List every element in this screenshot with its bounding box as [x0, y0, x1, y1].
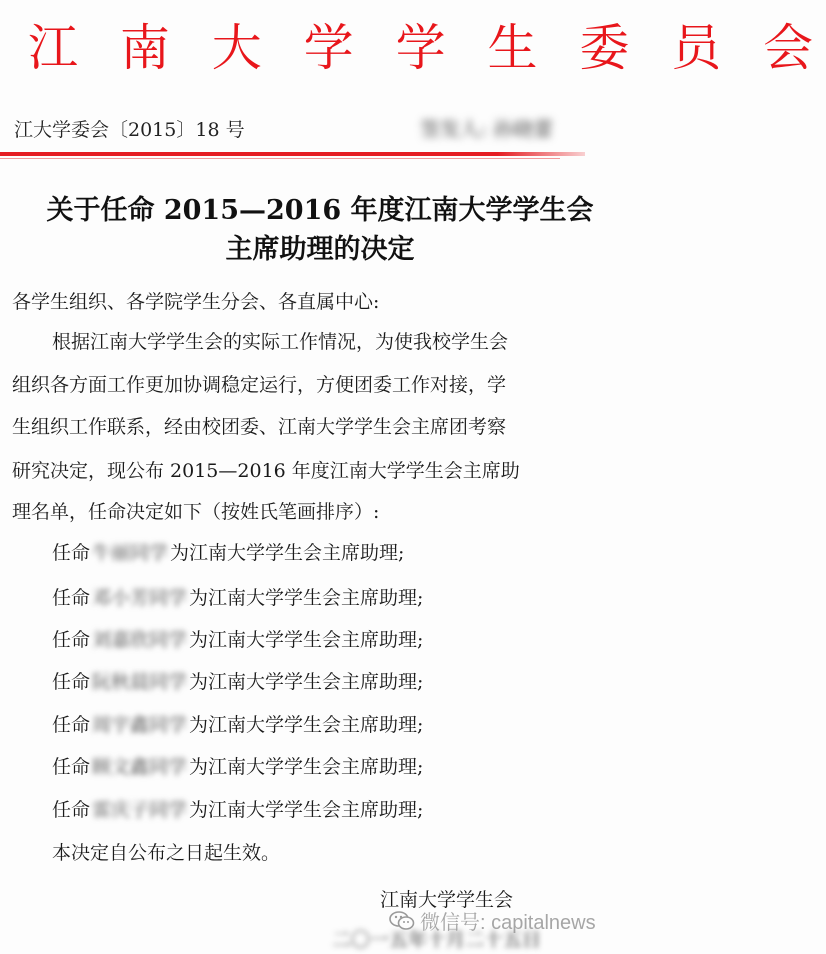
appointment-suffix: 为江南大学学生会主席助理;: [189, 587, 424, 609]
appointment-prefix: 任命: [52, 671, 91, 693]
appointee-name: 周宇鑫同学: [92, 714, 188, 736]
red-divider-thin: [0, 158, 560, 159]
document-title-line-1: 关于任命 2015—2016 年度江南大学学生会: [46, 195, 594, 226]
appointee-name: 顾文鑫同学: [92, 756, 188, 778]
signature-organization: 江南大学学生会: [380, 889, 514, 911]
appointment-line: [52, 538, 404, 565]
org-header-title: 江 南 大 学 学 生 委 员 会: [28, 19, 826, 77]
appointment-prefix: 任命: [52, 542, 91, 564]
appointment-suffix: 为江南大学学生会主席助理;: [189, 756, 424, 778]
appointment-line: [52, 625, 423, 652]
appointee-name: 刘嘉欣同学: [92, 629, 188, 651]
effective-statement: 本决定自公布之日起生效。: [52, 842, 281, 864]
appointment-line: [52, 795, 423, 822]
appointment-prefix: 任命: [52, 714, 91, 736]
wechat-icon: [388, 910, 416, 932]
appointment-prefix: 任命: [52, 799, 91, 821]
appointment-suffix: 为江南大学学生会主席助理;: [170, 542, 405, 564]
paragraph-line: 研究决定，现公布 2015—2016 年度江南大学学生会主席助: [12, 460, 520, 482]
appointee-name: 邓小芳同学: [92, 587, 188, 609]
issuer-signature: 签发人: 孙晓蕾: [420, 117, 554, 141]
red-divider: [0, 152, 585, 156]
appointee-name: 牛丽同学: [92, 542, 169, 564]
appointment-suffix: 为江南大学学生会主席助理;: [189, 629, 424, 651]
appointment-line: [52, 583, 423, 610]
paragraph-line: 生组织工作联系，经由校团委、江南大学学生会主席团考察: [12, 416, 507, 438]
document-title-line-2: 主席助理的决定: [225, 234, 415, 265]
paragraph-line: 组织各方面工作更加协调稳定运行，方便团委工作对接，学: [12, 374, 507, 396]
appointment-suffix: 为江南大学学生会主席助理;: [189, 714, 424, 736]
wechat-watermark: [388, 906, 596, 935]
document-number: 江大学委会〔2015〕18 号: [14, 119, 245, 141]
paragraph-line: 根据江南大学学生会的实际工作情况，为使我校学生会: [52, 331, 509, 353]
signature-date-text: 二〇一五年十月二十五日: [332, 929, 542, 951]
salutation: 各学生组织、各学院学生分会、各直属中心:: [12, 291, 380, 313]
appointment-line: [52, 667, 423, 694]
appointment-line: [52, 710, 423, 737]
appointment-line: [52, 752, 423, 779]
watermark-text: 微信号: capitalnews: [420, 912, 596, 934]
appointment-prefix: 任命: [52, 756, 91, 778]
appointee-name: 阮秋晨同学: [92, 671, 188, 693]
appointment-prefix: 任命: [52, 629, 91, 651]
paragraph-line: 理名单，任命决定如下（按姓氏笔画排序）:: [12, 501, 380, 523]
appointee-name: 雷庆子同学: [92, 799, 188, 821]
appointment-prefix: 任命: [52, 587, 91, 609]
appointment-suffix: 为江南大学学生会主席助理;: [189, 671, 424, 693]
appointment-suffix: 为江南大学学生会主席助理;: [189, 799, 424, 821]
